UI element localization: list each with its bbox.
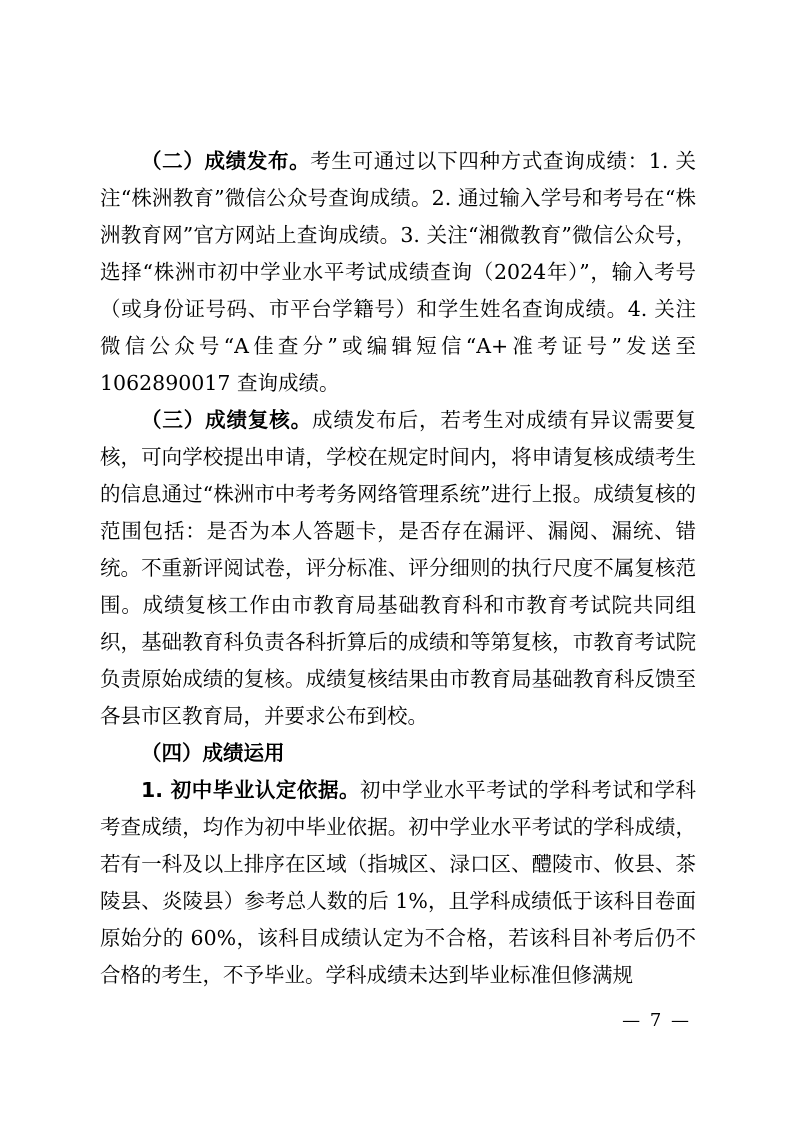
heading-graduation-basis: 1. 初中毕业认定依据。 [141, 778, 361, 802]
paragraph-graduation-basis [100, 772, 696, 994]
heading-score-release: （二）成绩发布。 [141, 149, 311, 173]
paragraph-score-review-text: 成绩发布后，若考生对成绩有异议需要复核，可向学校提出申请，学校在规定时间内，将申请复核成绩考生的信息通过“株洲市中考考务网络管理系统”进行上报。成绩复核的范围包括：是否为本人答题卡，是否存在漏评、漏阅、漏统、错统。不重新评阅试卷，评分标准、评分细则的执行尺度不属复核范围。成绩复核工作由市教育局基础教育科和市教育考试院共同组织，基础教育科负责各科折算后的成绩和等第复核，市教育考试院负责原始成绩的复核。成绩复核结果由市教育局基础教育科反馈至各县市区教育局，并要求公布到校。 [100, 408, 697, 728]
paragraph-score-release-text: 考生可通过以下四种方式查询成绩：1. 关注“株洲教育”微信公众号查询成绩。2. 通过输入学号和考号在“株洲教育网”官方网站上查询成绩。3. 关注“湘微教育”微信公众号，选择“株洲市初中学业水平考试成绩查询（2024年）”，输入考号（或身份证号码、市平台学籍号）和学生姓名查询成绩。4. 关注微信公众号“A佳查分”或编辑短信“A+准考证号”发送至 1062890017 查询成绩。 [100, 149, 697, 395]
paragraph-score-review [100, 402, 696, 735]
heading-score-usage: （四）成绩运用 [141, 741, 285, 765]
paragraph-score-usage [100, 735, 696, 772]
document-body [100, 143, 696, 994]
paragraph-graduation-basis-text: 初中学业水平考试的学科考试和学科考查成绩，均作为初中毕业依据。初中学业水平考试的学科成绩，若有一科及以上排序在区域（指城区、渌口区、醴陵市、攸县、茶陵县、炎陵县）参考总人数的后 1%，且学科成绩低于该科目卷面原始分的 60%，该科目成绩认定为不合格，若该科目补考后仍不合格的考生，不予毕业。学科成绩未达到毕业标准但修满规 [100, 778, 696, 987]
paragraph-score-release [100, 143, 696, 402]
heading-score-review: （三）成绩复核。 [141, 408, 313, 432]
page-number: — 7 — [622, 1010, 691, 1031]
